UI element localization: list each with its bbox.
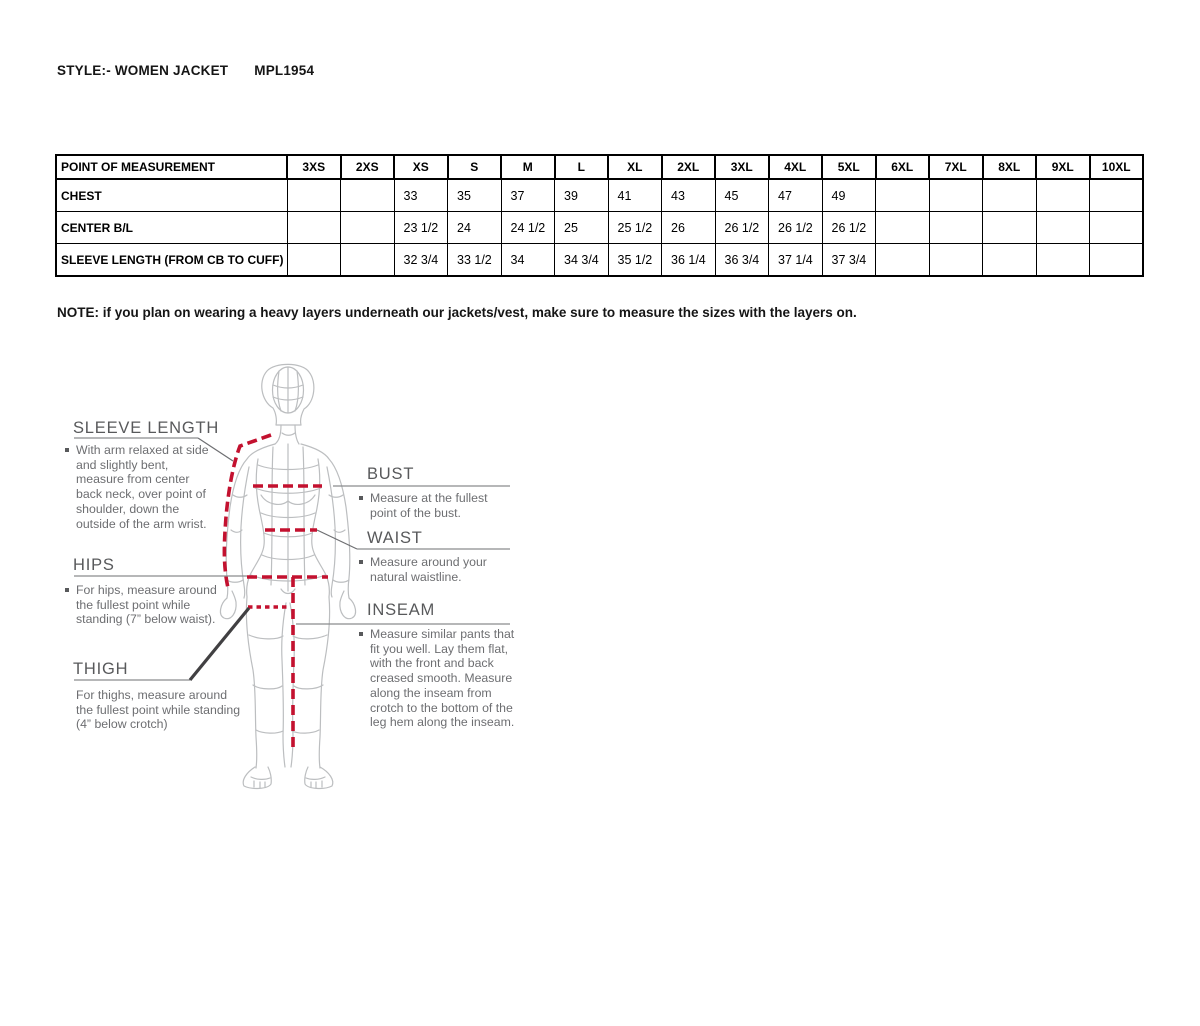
bullet-square-icon xyxy=(359,496,363,500)
size-table-body xyxy=(56,179,1143,276)
table-cell xyxy=(341,244,395,277)
table-cell xyxy=(341,179,395,212)
table-cell: 45 xyxy=(715,179,769,212)
size-column-header: 4XL xyxy=(769,155,823,179)
table-cell xyxy=(1090,212,1144,244)
table-cell: 37 xyxy=(501,179,555,212)
hips-heading: HIPS xyxy=(73,556,115,574)
table-row xyxy=(56,244,1143,277)
thigh-heading: THIGH xyxy=(73,660,129,678)
style-label: STYLE:- WOMEN JACKET xyxy=(57,63,229,78)
size-column-header: 7XL xyxy=(929,155,983,179)
table-cell: 36 3/4 xyxy=(715,244,769,277)
table-cell: 49 xyxy=(822,179,876,212)
table-cell: 26 xyxy=(662,212,716,244)
table-cell: 33 1/2 xyxy=(448,244,502,277)
size-column-header: L xyxy=(555,155,609,179)
size-column-header: 10XL xyxy=(1090,155,1144,179)
table-cell: 37 3/4 xyxy=(822,244,876,277)
table-cell: 23 1/2 xyxy=(394,212,448,244)
table-row xyxy=(56,212,1143,244)
size-chart xyxy=(55,154,1144,277)
bullet-square-icon xyxy=(359,632,363,636)
hips-description: For hips, measure around the fullest point while standing (7” below waist). xyxy=(76,583,228,627)
table-cell xyxy=(876,244,930,277)
table-cell xyxy=(983,212,1037,244)
table-cell xyxy=(287,244,341,277)
table-cell: 34 xyxy=(501,244,555,277)
size-column-header: 3XS xyxy=(287,155,341,179)
table-cell: 39 xyxy=(555,179,609,212)
size-column-header: 6XL xyxy=(876,155,930,179)
table-cell: 32 3/4 xyxy=(394,244,448,277)
table-cell xyxy=(1090,244,1144,277)
table-cell: 37 1/4 xyxy=(769,244,823,277)
pom-column-header: POINT OF MEASUREMENT xyxy=(56,155,287,179)
size-table xyxy=(55,154,1144,277)
table-cell: 36 1/4 xyxy=(662,244,716,277)
table-cell xyxy=(1090,179,1144,212)
table-cell: 35 1/2 xyxy=(608,244,662,277)
sleeve-length-leader xyxy=(198,438,233,461)
table-cell xyxy=(929,212,983,244)
thigh-description: For thighs, measure around the fullest point while standing (4” below crotch) xyxy=(76,688,241,732)
row-label: CENTER B/L xyxy=(56,212,287,244)
note-text: NOTE: if you plan on wearing a heavy layers underneath our jackets/vest, make sure to measure the sizes with the layers on. xyxy=(57,305,857,320)
table-row xyxy=(56,179,1143,212)
table-cell: 24 xyxy=(448,212,502,244)
size-table-head-row xyxy=(56,155,1143,179)
page-title xyxy=(57,63,314,78)
row-label: SLEEVE LENGTH (FROM CB TO CUFF) xyxy=(56,244,287,277)
figure-wireframe xyxy=(220,364,355,788)
waist-description: Measure around your natural waistline. xyxy=(370,555,510,584)
sleeve-length-line xyxy=(224,435,271,588)
table-cell xyxy=(929,244,983,277)
row-label: CHEST xyxy=(56,179,287,212)
inseam-description: Measure similar pants that fit you well. Lay them flat, with the front and back creased smooth. Measure along the inseam from crotch to the bottom of the leg hem along the inseam. xyxy=(370,627,525,730)
bullet-square-icon xyxy=(65,588,69,592)
waist-heading: WAIST xyxy=(367,529,423,547)
table-cell: 25 xyxy=(555,212,609,244)
table-cell: 26 1/2 xyxy=(715,212,769,244)
measurement-lines xyxy=(224,435,328,747)
sleeve-length-description: With arm relaxed at side and slightly bent, measure from center back neck, over point of shoulder, down the outside of the arm wrist. xyxy=(76,443,216,531)
table-cell xyxy=(876,179,930,212)
table-cell: 43 xyxy=(662,179,716,212)
size-column-header: 3XL xyxy=(715,155,769,179)
waist-leader xyxy=(317,530,357,549)
table-cell xyxy=(983,244,1037,277)
size-column-header: XL xyxy=(608,155,662,179)
size-column-header: XS xyxy=(394,155,448,179)
size-column-header: 5XL xyxy=(822,155,876,179)
table-cell: 33 xyxy=(394,179,448,212)
table-cell: 35 xyxy=(448,179,502,212)
table-cell: 41 xyxy=(608,179,662,212)
bullet-square-icon xyxy=(359,560,363,564)
bust-description: Measure at the fullest point of the bust. xyxy=(370,491,504,520)
style-code: MPL1954 xyxy=(254,63,315,78)
table-cell xyxy=(876,212,930,244)
table-cell: 34 3/4 xyxy=(555,244,609,277)
table-cell: 25 1/2 xyxy=(608,212,662,244)
size-column-header: 8XL xyxy=(983,155,1037,179)
size-column-header: S xyxy=(448,155,502,179)
bust-heading: BUST xyxy=(367,465,415,483)
thigh-leader xyxy=(190,608,249,680)
size-column-header: M xyxy=(501,155,555,179)
inseam-heading: INSEAM xyxy=(367,601,436,619)
table-cell xyxy=(929,179,983,212)
sleeve-length-heading: SLEEVE LENGTH xyxy=(73,419,220,437)
table-cell xyxy=(341,212,395,244)
size-column-header: 2XS xyxy=(341,155,395,179)
table-cell xyxy=(287,212,341,244)
table-cell xyxy=(1036,212,1090,244)
leader-lines xyxy=(74,438,510,680)
table-cell: 24 1/2 xyxy=(501,212,555,244)
table-cell xyxy=(1036,244,1090,277)
table-cell: 26 1/2 xyxy=(769,212,823,244)
table-cell xyxy=(1036,179,1090,212)
table-cell: 47 xyxy=(769,179,823,212)
table-cell xyxy=(983,179,1037,212)
table-cell xyxy=(287,179,341,212)
bullet-square-icon xyxy=(65,448,69,452)
table-cell: 26 1/2 xyxy=(822,212,876,244)
size-column-header: 2XL xyxy=(662,155,716,179)
size-column-header: 9XL xyxy=(1036,155,1090,179)
body-figure-illustration xyxy=(55,345,540,800)
